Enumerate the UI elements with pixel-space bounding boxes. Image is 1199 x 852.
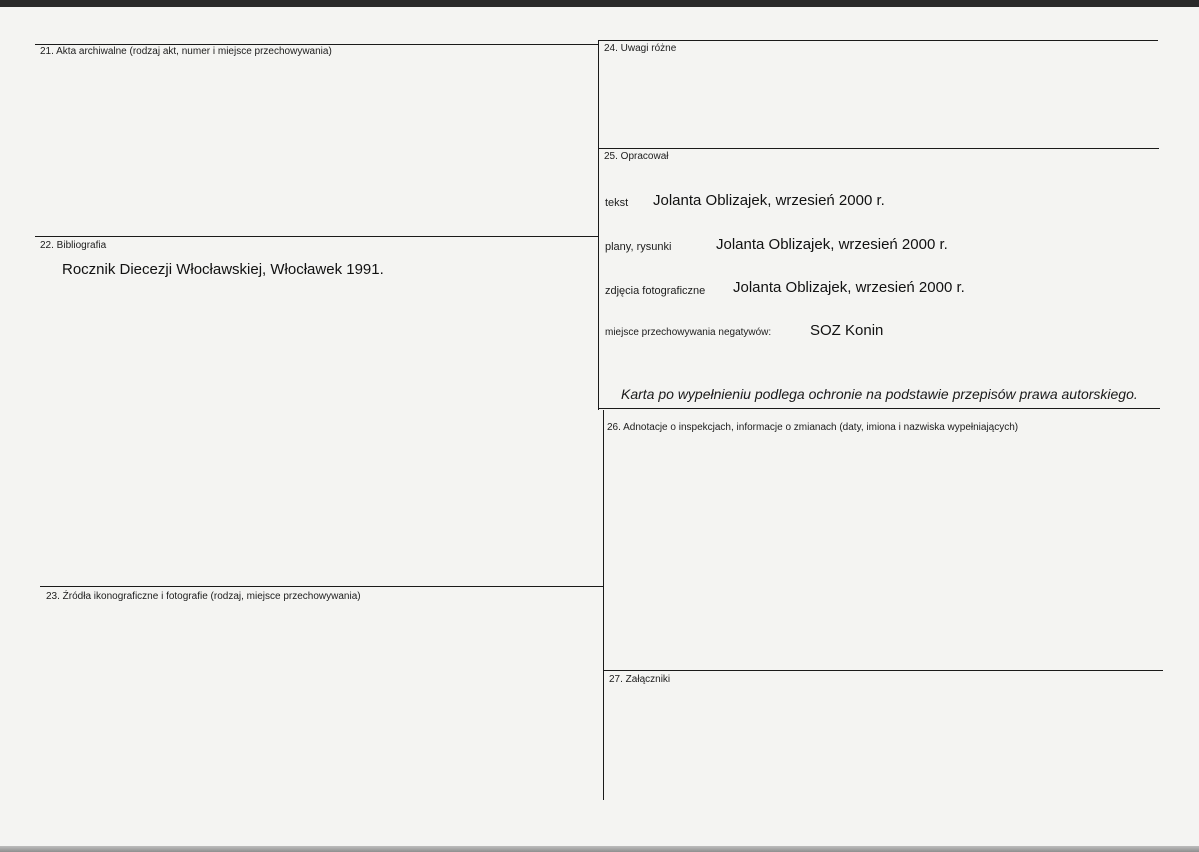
section-25-rule <box>598 148 1159 149</box>
column-divider-upper <box>598 40 599 410</box>
negatywy-label: miejsce przechowywania negatywów: <box>605 327 772 338</box>
tekst-value: Jolanta Oblizajek, wrzesień 2000 r. <box>653 192 885 209</box>
section-21-rule <box>35 44 598 45</box>
section-23-label: 23. Źródła ikonograficzne i fotografie (rodzaj, miejsce przechowywania) <box>46 591 361 602</box>
negatywy-value: SOZ Konin <box>810 322 884 339</box>
tekst-label: tekst <box>605 197 629 209</box>
section-22-label: 22. Bibliografia <box>40 240 107 251</box>
section-25-label: 25. Opracował <box>604 151 669 162</box>
section-27-label: 27. Załączniki <box>609 674 671 685</box>
zdjecia-label: zdjęcia fotograficzne <box>605 285 706 297</box>
section-24-rule <box>598 40 1158 41</box>
section-24-label: 24. Uwagi różne <box>604 43 677 54</box>
copyright-note: Karta po wypełnieniu podlega ochronie na podstawie przepisów prawa autorskiego. <box>621 386 1138 402</box>
section-26-rule <box>598 408 1160 409</box>
scan-top-edge <box>0 0 1199 7</box>
column-divider-lower <box>603 410 604 800</box>
plany-value: Jolanta Oblizajek, wrzesień 2000 r. <box>716 236 948 253</box>
section-26-label: 26. Adnotacje o inspekcjach, informacje o zmianach (daty, imiona i nazwiska wypełniających) <box>607 422 1019 433</box>
scan-bottom-edge <box>0 846 1199 852</box>
zdjecia-value: Jolanta Oblizajek, wrzesień 2000 r. <box>733 279 965 296</box>
section-27-rule <box>603 670 1163 671</box>
section-21-label: 21. Akta archiwalne (rodzaj akt, numer i miejsce przechowywania) <box>40 46 332 57</box>
section-23-rule <box>40 586 603 587</box>
section-22-rule <box>35 236 598 237</box>
plany-label: plany, rysunki <box>605 241 672 253</box>
bibliography-value: Rocznik Diecezji Włocławskiej, Włocławek 1991. <box>62 261 384 278</box>
